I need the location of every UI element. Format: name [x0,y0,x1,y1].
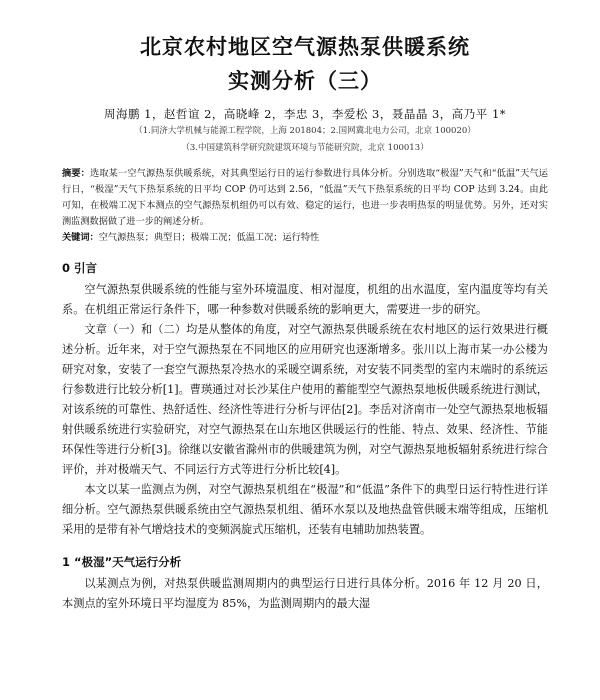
abstract-text: 选取某一空气源热泵供暖系统，对其典型运行日的运行参数进行具体分析。分别选取“极湿”天气和“低温”天气运行日，“极湿”天气下热泵系统的日平均 COP 仍可达到 2.56，“低温”天气下热泵系统的日平均 COP 达到 3.24。由此可知，在极端工况下本测点的空气源热泵机组仍可以有效、稳定的运行，也进一步表明热泵的明显优势。另外，还对实测监测数据做了进一步的阐述分析。 [62,168,548,227]
section-1-paragraph-1: 以某测点为例，对热泵供暖监测周期内的典型运行日进行具体分析。2016 年 12 月 20 日，本测点的室外环境日平均湿度为 85%，为监测周期内的最大湿 [62,577,548,610]
section-0-paragraph-2: 文章（一）和（二）均是从整体的角度，对空气源热泵供暖系统在农村地区的运行效果进行概述分析。近年来，对于空气源热泵在不同地区的应用研究也逐渐增多。张川以上海市某一办公楼为研究对象，安装了一套空气源热泵冷热水的采暖空调系统，对安装不同类型的室内末端时的系统运行参数进行比较分析[1]。曹瑛通过对长沙某住户使用的蓄能型空气源热泵地板供暖系统进行测试，对该系统的可靠性、热舒适性、经济性等进行分析与评估[2]。李岳对济南市一处空气源热泵地板辐射供暖系统进行实验研究，对空气源热泵在山东地区供暖运行的性能、特点、效果、经济性、节能环保性等进行分析[3]。徐继以安徽省滁州市的供暖建筑为例，对空气源热泵地板辐射系统进行综合评价，并对极端天气、不同运行方式等进行分析比较[4]。 [62,323,548,476]
keywords [62,230,548,246]
affiliation-2: （3.中国建筑科学研究院建筑环境与节能研究院，北京 100013） [181,143,429,153]
keywords-label: 关键词： [62,232,99,243]
section-0-heading: 0 引言 [62,261,98,275]
section-1-heading: 1 “极湿”天气运行分析 [62,555,182,569]
affiliation-1: （1.同济大学机械与能源工程学院，上海 201804；2.国网冀北电力公司，北京 100020） [134,126,476,136]
section-0-paragraph-3: 本文以某一监测点为例，对空气源热泵机组在“极湿”和“低温”条件下的典型日运行特性进行详细分析。空气源热泵供暖系统由空气源热泵机组、循环水泵以及地热盘管供暖末端等组成，压缩机采用的是带有补气增焓技术的变频涡旋式压缩机，还装有电辅助加热装置。 [62,483,548,536]
abstract-label: 摘要： [62,168,91,179]
title-line-1: 北京农村地区空气源热泵供暖系统 [140,35,470,59]
title-line-2: 实测分析（三） [228,69,382,93]
abstract [62,166,548,230]
section-0-paragraph-1: 空气源热泵供暖系统的性能与室外环境温度、相对湿度，机组的出水温度，室内温度等均有关系。在机组正常运行条件下，哪一种参数对供暖系统的影响更大，需要进一步的研究。 [62,283,548,316]
keywords-text: 空气源热泵；典型日；极端工况；低温工况；运行特性 [98,232,320,243]
paper-title [62,30,548,98]
author-list: 周海鹏 1，赵哲谊 2，高晓峰 2，李忠 3，李爱松 3，聂晶晶 3，高乃平 1* [103,107,507,121]
